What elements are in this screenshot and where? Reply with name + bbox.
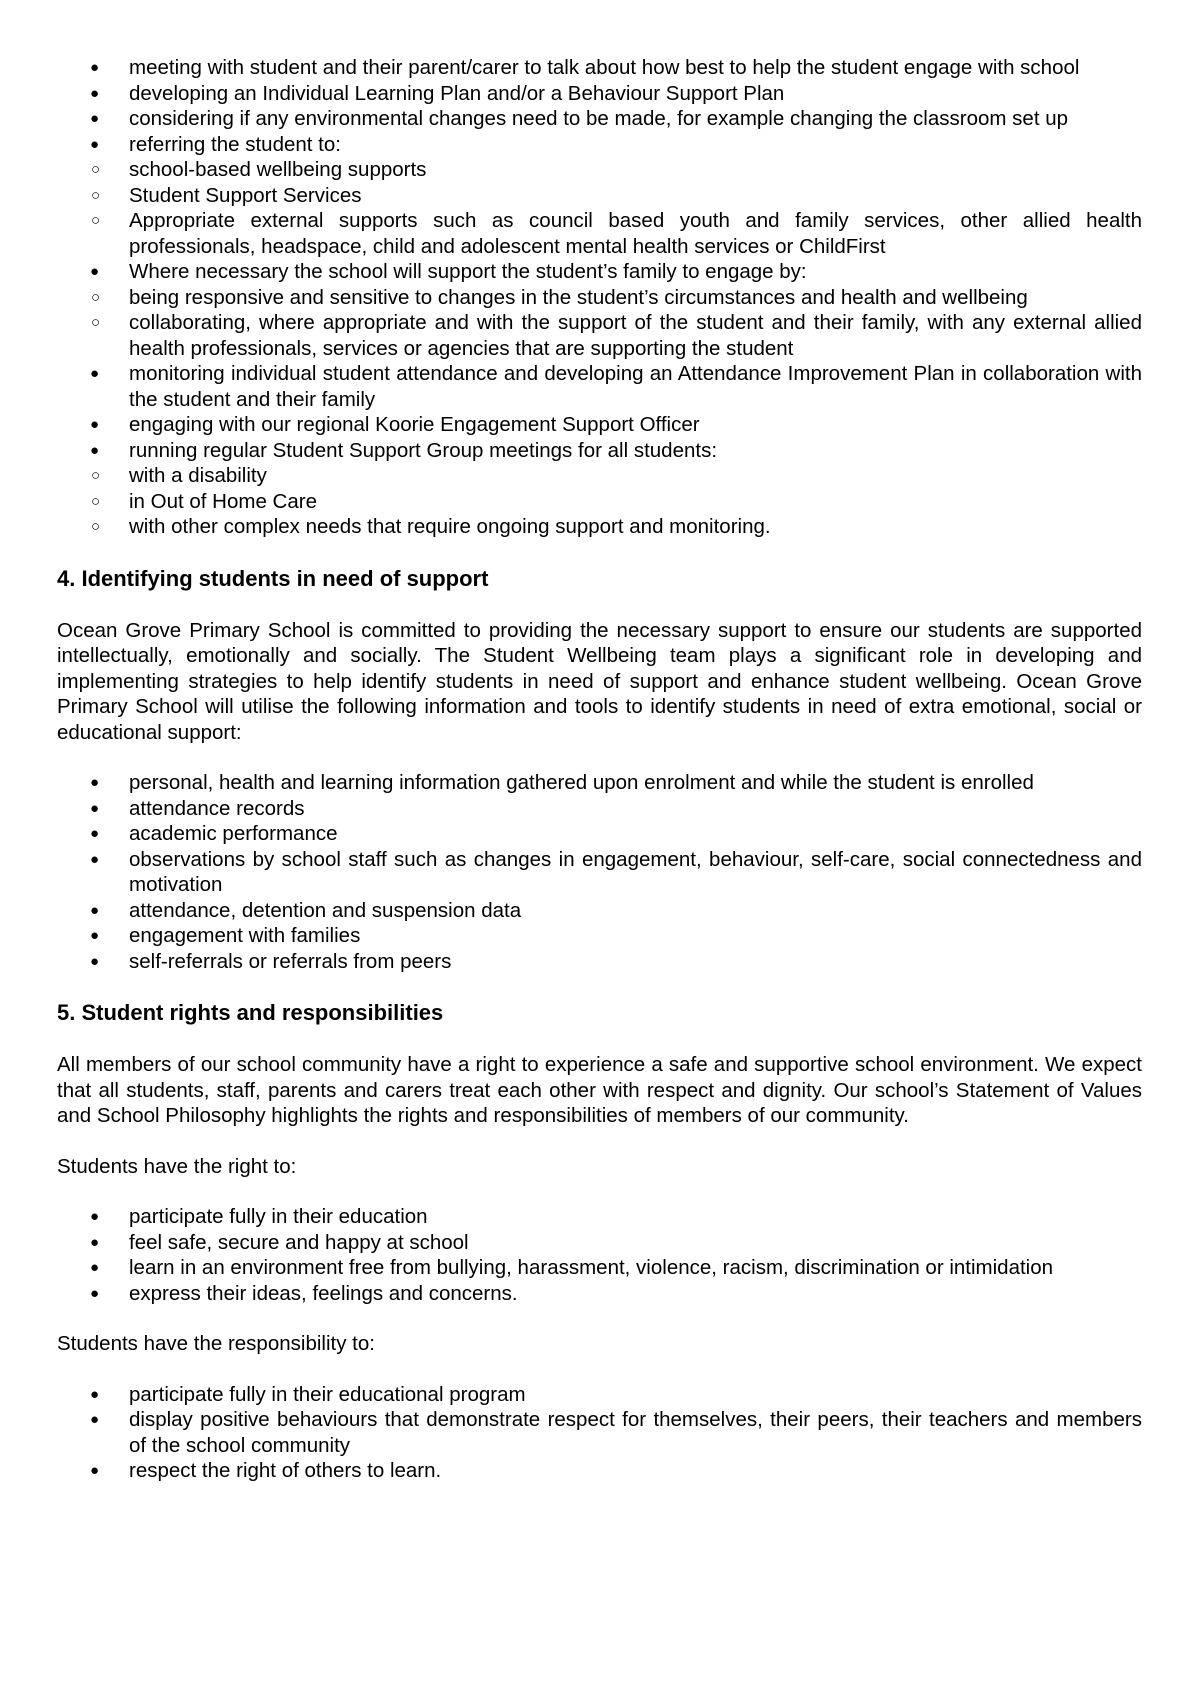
list-item: ● Where necessary the school will support the student’s family to engage by: ○ being responsive and sensitive to changes in the student’s circumstances and health and wellbeing ○ collaborating, where appropriate and with the support of the student and their family, with any external allied health professionals, services or agencies that are supporting the student <box>90 260 1142 360</box>
hollow-bullet-icon: ○ <box>91 212 101 229</box>
bullet-icon: ● <box>90 927 100 944</box>
bullet-icon: ● <box>90 59 100 76</box>
bullet-icon: ● <box>90 1233 100 1251</box>
sublist-item: ○ with a disability <box>91 464 267 487</box>
list-item: ● attendance, detention and suspension data <box>90 898 522 922</box>
list-item: ● academic performance <box>90 822 338 845</box>
sublist-item: ○ school-based wellbeing supports <box>91 158 427 181</box>
document-page <box>57 55 1142 1484</box>
list-item: ● personal, health and learning information gathered upon enrolment and while the student is enrolled <box>90 771 1034 794</box>
bullet-icon: ● <box>90 952 100 970</box>
list-item: ● meeting with student and their parent/carer to talk about how best to help the student engage with school <box>90 56 1080 79</box>
list-item: ● learn in an environment free from bullying, harassment, violence, racism, discrimination or intimidation <box>90 1256 1054 1279</box>
hollow-bullet-icon: ○ <box>91 518 101 535</box>
bullet-icon: ● <box>90 416 100 433</box>
list-item: ● self-referrals or referrals from peers <box>90 949 452 973</box>
list-item: ● participate fully in their education <box>90 1205 428 1228</box>
hollow-bullet-icon: ○ <box>91 161 101 178</box>
identification-tools-list <box>57 770 1142 974</box>
list-item: ● observations by school staff such as changes in engagement, behaviour, self-care, social connectedness and motivation <box>90 847 1142 896</box>
bullet-icon: ● <box>90 365 100 382</box>
bullet-icon: ● <box>90 84 100 102</box>
bullet-icon: ● <box>90 441 100 459</box>
student-rights-list <box>57 1204 1142 1306</box>
support-strategies-list <box>57 55 1142 540</box>
bullet-icon: ● <box>90 901 100 919</box>
sublist-item: ○ being responsive and sensitive to changes in the student’s circumstances and health and wellbeing <box>91 285 1028 309</box>
list-item: ● participate fully in their educational program <box>90 1382 526 1406</box>
rights-intro: Students have the right to: <box>57 1154 297 1178</box>
hollow-bullet-icon: ○ <box>91 186 101 204</box>
sublist-item: ○ in Out of Home Care <box>91 489 317 513</box>
list-item: ● engaging with our regional Koorie Engagement Support Officer <box>90 413 700 436</box>
bullet-icon: ● <box>90 135 100 153</box>
section-5-heading: 5. Student rights and responsibilities <box>57 1000 444 1025</box>
bullet-icon: ● <box>90 1462 100 1479</box>
section-4-paragraph: Ocean Grove Primary School is committed to providing the necessary support to ensure our students are supported intellectually, emotionally and socially. The Student Wellbeing team plays a significant role in developing and implementing strategies to help identify students in need of support and enhance student wellbeing. Ocean Grove Primary School will utilise the following information and tools to identify students in need of extra emotional, social or educational support: <box>57 618 1142 744</box>
list-item: ● attendance records <box>90 796 305 820</box>
responsibilities-intro: Students have the responsibility to: <box>57 1332 375 1355</box>
list-item: ● considering if any environmental changes need to be made, for example changing the classroom set up <box>90 107 1069 130</box>
list-item: ● express their ideas, feelings and concerns. <box>90 1281 518 1305</box>
section-4-heading: 4. Identifying students in need of support <box>57 565 489 591</box>
list-item: ● monitoring individual student attendance and developing an Attendance Improvement Plan in collaboration with the student and their family <box>90 362 1142 411</box>
ssg-sublist <box>91 463 1142 540</box>
sublist-item: ○ with other complex needs that require ongoing support and monitoring. <box>91 515 771 538</box>
list-item: ● referring the student to: ○ school-based wellbeing supports ○ Student Support Services ○ Appropriate external supports such as council based youth and family services, other allied health professionals, headspace, child and adolescent mental health services or ChildFirst <box>90 132 1142 258</box>
bullet-icon: ● <box>90 1208 100 1225</box>
hollow-bullet-icon: ○ <box>91 288 101 306</box>
sublist-item: ○ collaborating, where appropriate and with the support of the student and their family, with any external allied health professionals, services or agencies that are supporting the student <box>91 311 1142 360</box>
bullet-icon: ● <box>90 1411 100 1428</box>
bullet-icon: ● <box>90 1385 100 1403</box>
list-item: ● respect the right of others to learn. <box>90 1459 442 1482</box>
hollow-bullet-icon: ○ <box>91 492 101 510</box>
hollow-bullet-icon: ○ <box>91 467 101 484</box>
bullet-icon: ● <box>90 1284 100 1302</box>
referral-sublist <box>91 157 1142 259</box>
student-responsibilities-list <box>57 1382 1142 1484</box>
section-5-paragraph: All members of our school community have a right to experience a safe and supportive school environment. We expect that all students, staff, parents and carers treat each other with respect and dignity. Our school’s Statement of Values and School Philosophy highlights the rights and responsibilities of members of our community. <box>57 1053 1142 1127</box>
sublist-item: ○ Appropriate external supports such as council based youth and family services, other allied health professionals, headspace, child and adolescent mental health services or ChildFirst <box>91 209 1142 258</box>
bullet-icon: ● <box>90 850 100 868</box>
list-item: ● feel safe, secure and happy at school <box>90 1230 469 1254</box>
list-item: ● running regular Student Support Group meetings for all students: ○ with a disability ○ in Out of Home Care ○ with other complex needs that require ongoing support and monitoring. <box>57 438 1142 540</box>
list-item: ● engagement with families <box>90 924 361 947</box>
bullet-icon: ● <box>90 1259 100 1276</box>
bullet-icon: ● <box>90 825 100 842</box>
list-item: ● display positive behaviours that demonstrate respect for themselves, their peers, their teachers and members of the school community <box>90 1408 1142 1457</box>
bullet-icon: ● <box>90 799 100 817</box>
bullet-icon: ● <box>90 110 100 127</box>
hollow-bullet-icon: ○ <box>91 314 101 331</box>
family-support-sublist <box>91 285 1142 362</box>
sublist-item: ○ Student Support Services <box>91 183 362 207</box>
bullet-icon: ● <box>90 774 100 791</box>
bullet-icon: ● <box>90 263 100 280</box>
list-item: ● developing an Individual Learning Plan and/or a Behaviour Support Plan <box>90 81 785 105</box>
